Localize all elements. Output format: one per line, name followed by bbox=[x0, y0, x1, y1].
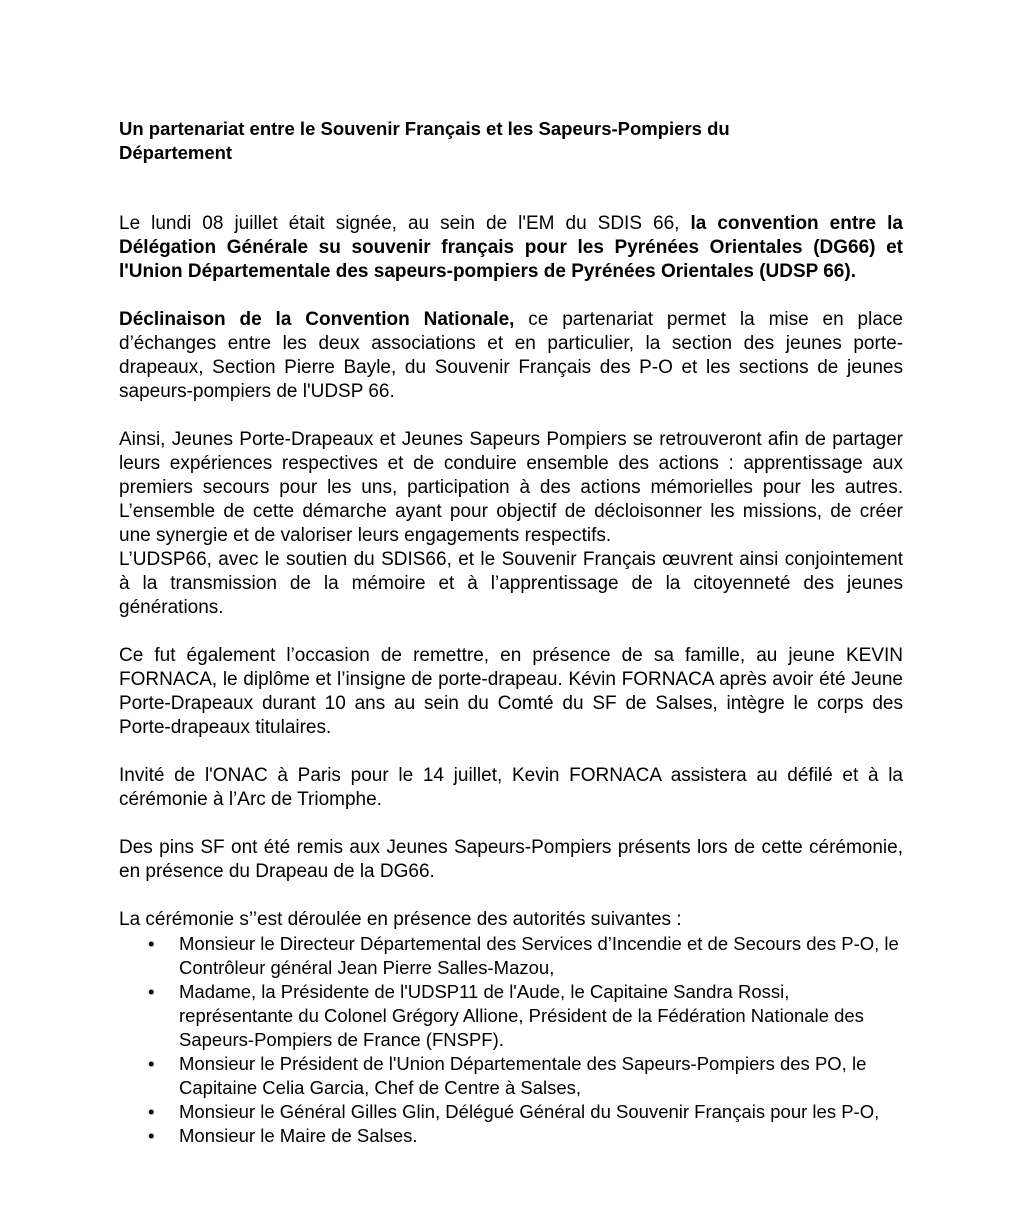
authorities-list bbox=[119, 932, 903, 1148]
bullet-icon: • bbox=[148, 981, 155, 1002]
list-item-text: Monsieur le Directeur Départemental des Services d’Incendie et de Secours des P-O, le Contrôleur général Jean Pierre Salles-Mazou, bbox=[179, 933, 899, 978]
bullet-icon: • bbox=[148, 933, 155, 954]
list-item bbox=[119, 1100, 903, 1124]
list-item bbox=[119, 980, 903, 1052]
list-item-text: Madame, la Présidente de l'UDSP11 de l'Aude, le Capitaine Sandra Rossi, représentante du Colonel Grégory Allione, Président de la Fédération Nationale des Sapeurs-Pompiers de France (FNSPF). bbox=[179, 981, 864, 1050]
paragraph-ceremonie: La cérémonie s’’est déroulée en présence des autorités suivantes : bbox=[119, 909, 682, 930]
document-title: Un partenariat entre le Souvenir Français et les Sapeurs-Pompiers du Département bbox=[119, 118, 730, 163]
bullet-icon: • bbox=[148, 1125, 155, 1146]
paragraph-kevin: Ce fut également l’occasion de remettre, en présence de sa famille, au jeune KEVIN FORNACA, le diplôme et l’insigne de porte-drapeau. Kévin FORNACA après avoir été Jeune Porte-Drapeaux durant 10 ans au sein du Comté du SF de Salses, intègre le corps des Porte-drapeaux titulaires. bbox=[119, 645, 903, 738]
paragraph-declinaison-rest: ce partenariat permet la mise en place d’échanges entre les deux associations et en particulier, la section des jeunes porte-drapeaux, Section Pierre Bayle, du Souvenir Français des P-O et les sections de jeunes sapeurs-pompiers de l'UDSP 66. bbox=[119, 309, 903, 402]
bullet-icon: • bbox=[148, 1053, 155, 1074]
list-item bbox=[119, 932, 903, 980]
list-item bbox=[119, 1052, 903, 1100]
paragraph-declinaison-bold: Déclinaison de la Convention Nationale, bbox=[119, 309, 515, 330]
paragraph-udsp66: L’UDSP66, avec le soutien du SDIS66, et le Souvenir Français œuvrent ainsi conjointement à la transmission de la mémoire et à l’apprentissage de la citoyenneté des jeunes générations. bbox=[119, 549, 903, 618]
paragraph-declinaison bbox=[119, 308, 903, 404]
list-item-text: Monsieur le Président de l'Union Départementale des Sapeurs-Pompiers des PO, le Capitaine Celia Garcia, Chef de Centre à Salses, bbox=[179, 1053, 867, 1098]
paragraph-convention-lead: Le lundi 08 juillet était signée, au sein de l'EM du SDIS 66, bbox=[119, 213, 691, 234]
bullet-icon: • bbox=[148, 1101, 155, 1122]
list-item bbox=[119, 1124, 903, 1148]
paragraph-pins: Des pins SF ont été remis aux Jeunes Sapeurs-Pompiers présents lors de cette cérémonie, en présence du Drapeau de la DG66. bbox=[119, 837, 903, 882]
list-item-text: Monsieur le Général Gilles Glin, Délégué Général du Souvenir Français pour les P-O, bbox=[179, 1101, 880, 1122]
list-item-text: Monsieur le Maire de Salses. bbox=[179, 1125, 418, 1146]
paragraph-convention bbox=[119, 212, 903, 284]
paragraph-ainsi: Ainsi, Jeunes Porte-Drapeaux et Jeunes Sapeurs Pompiers se retrouveront afin de partager leurs expériences respectives et de conduire ensemble des actions : apprentissage aux premiers secours pour les uns, participation à des actions mémorielles pour les autres. L’ensemble de cette démarche ayant pour objectif de décloisonner les missions, de créer une synergie et de valoriser leurs engagements respectifs. bbox=[119, 429, 903, 546]
document-body bbox=[119, 212, 903, 1148]
paragraph-onac: Invité de l'ONAC à Paris pour le 14 juillet, Kevin FORNACA assistera au défilé et à la cérémonie à l’Arc de Triomphe. bbox=[119, 765, 903, 810]
paragraph-convention-bold: la convention entre la Délégation Générale su souvenir français pour les Pyrénées Orientales (DG66) et l'Union Départementale des sapeurs-pompiers de Pyrénées Orientales (UDSP 66). bbox=[119, 213, 903, 282]
